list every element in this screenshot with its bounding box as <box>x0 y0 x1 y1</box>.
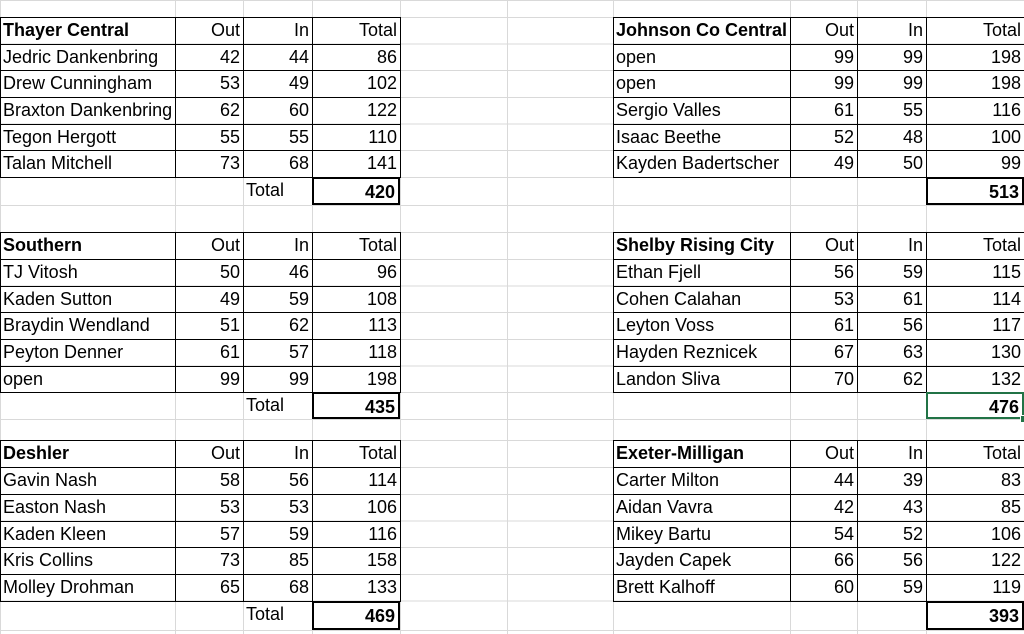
out-column-header[interactable]: Out <box>824 235 854 255</box>
player-name-cell[interactable]: Kris Collins <box>3 550 94 570</box>
player-total-score[interactable]: 86 <box>376 46 397 67</box>
player-in-score[interactable]: 53 <box>288 497 309 517</box>
in-column-header[interactable]: In <box>293 235 309 255</box>
team-total-label[interactable]: Total <box>246 180 285 200</box>
player-name-cell[interactable]: Tegon Hergott <box>3 126 117 147</box>
table-column-border <box>312 17 313 178</box>
table-row-border <box>613 339 1024 340</box>
player-in-score[interactable]: 56 <box>902 315 923 335</box>
team-total-value[interactable]: 513 <box>926 177 1024 205</box>
player-in-score[interactable]: 59 <box>902 577 923 597</box>
player-total-score[interactable]: 118 <box>368 342 397 362</box>
player-in-score[interactable]: 85 <box>288 550 309 570</box>
table-row-border <box>613 232 1024 233</box>
table-column-border <box>243 17 244 178</box>
total-column-header[interactable]: Total <box>358 235 397 255</box>
player-total-score[interactable]: 83 <box>1000 470 1021 490</box>
team-name-header[interactable]: Thayer Central <box>3 20 130 40</box>
in-column-header[interactable]: In <box>293 443 309 463</box>
table-row-border <box>0 97 401 98</box>
player-in-score[interactable]: 55 <box>902 100 923 120</box>
player-total-score[interactable]: 114 <box>992 288 1021 309</box>
player-in-score[interactable]: 62 <box>288 315 309 335</box>
player-out-score[interactable]: 99 <box>833 73 854 93</box>
table-column-border <box>312 232 313 393</box>
player-total-score[interactable]: 117 <box>992 315 1021 335</box>
player-name-cell[interactable]: Kaden Sutton <box>3 288 113 309</box>
player-total-score[interactable]: 119 <box>992 577 1021 597</box>
player-out-score[interactable]: 65 <box>219 577 240 597</box>
player-in-score[interactable]: 99 <box>902 73 923 93</box>
player-total-score[interactable]: 106 <box>366 497 397 517</box>
player-name-cell[interactable]: Brett Kalhoff <box>616 577 715 597</box>
player-name-cell[interactable]: Jayden Capek <box>616 550 732 570</box>
player-out-score[interactable]: 66 <box>833 550 854 570</box>
player-total-score[interactable]: 133 <box>366 577 397 597</box>
table-column-border <box>926 17 927 178</box>
player-out-score[interactable]: 73 <box>219 550 240 570</box>
player-in-score[interactable]: 57 <box>288 342 309 362</box>
table-row-border <box>613 312 1024 313</box>
table-column-border <box>790 232 791 393</box>
player-in-score[interactable]: 59 <box>902 262 923 282</box>
player-total-score[interactable]: 132 <box>990 368 1021 389</box>
player-out-score[interactable]: 49 <box>219 288 240 309</box>
player-name-cell[interactable]: Hayden Reznicek <box>616 342 758 362</box>
player-name-cell[interactable]: TJ Vitosh <box>3 262 78 282</box>
team-name-header[interactable]: Southern <box>3 235 82 255</box>
player-in-score[interactable]: 99 <box>288 368 309 389</box>
team-total-label[interactable]: Total <box>246 395 285 415</box>
player-out-score[interactable]: 44 <box>833 470 854 490</box>
fill-handle[interactable] <box>1020 415 1024 423</box>
player-name-cell[interactable]: Drew Cunningham <box>3 73 153 93</box>
player-in-score[interactable]: 68 <box>288 153 309 173</box>
table-row-border <box>613 440 1024 441</box>
out-column-header[interactable]: Out <box>210 235 240 255</box>
player-total-score[interactable]: 116 <box>992 100 1021 120</box>
table-column-border <box>613 440 614 602</box>
team-total-value[interactable]: 435 <box>312 392 400 419</box>
player-total-score[interactable]: 85 <box>1000 497 1021 517</box>
player-out-score[interactable]: 53 <box>219 73 240 93</box>
team-name-header[interactable]: Deshler <box>3 443 70 463</box>
player-name-cell[interactable]: Sergio Valles <box>616 100 721 120</box>
table-row-border <box>613 467 1024 468</box>
table-row-border <box>613 366 1024 367</box>
table-row-border <box>0 259 401 260</box>
player-total-score[interactable]: 116 <box>368 523 397 544</box>
player-in-score[interactable]: 56 <box>902 550 923 570</box>
in-column-header[interactable]: In <box>907 443 923 463</box>
player-out-score[interactable]: 50 <box>219 262 240 282</box>
player-in-score[interactable]: 56 <box>288 470 309 490</box>
table-row-border <box>613 70 1024 71</box>
table-row-border <box>613 286 1024 287</box>
player-in-score[interactable]: 49 <box>288 73 309 93</box>
table-column-border <box>400 232 401 393</box>
team-name-header[interactable]: Johnson Co Central <box>616 20 788 40</box>
player-out-score[interactable]: 99 <box>833 46 854 67</box>
player-out-score[interactable]: 99 <box>219 368 240 389</box>
player-total-score[interactable]: 114 <box>368 470 397 490</box>
player-out-score[interactable]: 70 <box>833 368 854 389</box>
table-column-border <box>400 17 401 178</box>
table-row-border <box>613 44 1024 45</box>
player-total-score[interactable]: 130 <box>990 342 1021 362</box>
table-row-border <box>613 574 1024 575</box>
table-row-border <box>613 97 1024 98</box>
table-row-border <box>0 339 401 340</box>
table-column-border <box>0 17 1 178</box>
player-name-cell[interactable]: Mikey Bartu <box>616 523 712 544</box>
team-total-value[interactable]: 476 <box>926 392 1024 419</box>
table-row-border <box>613 17 1024 18</box>
player-total-score[interactable]: 106 <box>990 523 1021 544</box>
player-name-cell[interactable]: Cohen Calahan <box>616 288 742 309</box>
player-in-score[interactable]: 61 <box>902 288 923 309</box>
team-name-header[interactable]: Shelby Rising City <box>616 235 775 255</box>
in-column-header[interactable]: In <box>907 20 923 40</box>
player-out-score[interactable]: 52 <box>833 126 854 147</box>
player-in-score[interactable]: 59 <box>288 288 309 309</box>
table-column-border <box>613 17 614 178</box>
total-column-header[interactable]: Total <box>982 443 1021 463</box>
team-total-value[interactable]: 420 <box>312 177 400 205</box>
player-in-score[interactable]: 48 <box>902 126 923 147</box>
player-name-cell[interactable]: Leyton Voss <box>616 315 715 335</box>
player-name-cell[interactable]: open <box>616 73 657 93</box>
team-name-header[interactable]: Exeter-Milligan <box>616 443 745 463</box>
table-row-border <box>0 574 401 575</box>
player-out-score[interactable]: 56 <box>833 262 854 282</box>
player-total-score[interactable]: 141 <box>366 153 397 173</box>
in-column-header[interactable]: In <box>907 235 923 255</box>
player-in-score[interactable]: 43 <box>902 497 923 517</box>
total-column-header[interactable]: Total <box>358 443 397 463</box>
player-name-cell[interactable]: Gavin Nash <box>3 470 98 490</box>
player-name-cell[interactable]: Kayden Badertscher <box>616 153 780 173</box>
player-name-cell[interactable]: Jedric Dankenbring <box>3 46 159 67</box>
player-out-score[interactable]: 57 <box>219 523 240 544</box>
table-row-border <box>0 124 401 125</box>
player-name-cell[interactable]: Isaac Beethe <box>616 126 722 147</box>
player-out-score[interactable]: 54 <box>833 523 854 544</box>
player-name-cell[interactable]: Peyton Denner <box>3 342 124 362</box>
player-out-score[interactable]: 73 <box>219 153 240 173</box>
player-in-score[interactable]: 63 <box>902 342 923 362</box>
table-column-border <box>857 440 858 602</box>
player-out-score[interactable]: 51 <box>219 315 240 335</box>
table-column-border <box>857 17 858 178</box>
table-row-border <box>0 366 401 367</box>
player-total-score[interactable]: 113 <box>368 315 397 335</box>
table-row-border <box>0 440 401 441</box>
player-name-cell[interactable]: Ethan Fjell <box>616 262 702 282</box>
player-in-score[interactable]: 68 <box>288 577 309 597</box>
out-column-header[interactable]: Out <box>210 20 240 40</box>
team-total-value[interactable]: 393 <box>926 601 1024 631</box>
player-name-cell[interactable]: Kaden Kleen <box>3 523 107 544</box>
table-row-border <box>613 124 1024 125</box>
table-column-border <box>926 232 927 393</box>
out-column-header[interactable]: Out <box>210 443 240 463</box>
table-column-border <box>790 17 791 178</box>
player-in-score[interactable]: 60 <box>288 100 309 120</box>
player-in-score[interactable]: 39 <box>902 470 923 490</box>
player-out-score[interactable]: 42 <box>219 46 240 67</box>
player-in-score[interactable]: 46 <box>288 262 309 282</box>
table-column-border <box>175 440 176 602</box>
player-total-score[interactable]: 108 <box>366 288 397 309</box>
player-name-cell[interactable]: Landon Sliva <box>616 368 721 389</box>
player-out-score[interactable]: 55 <box>219 126 240 147</box>
player-out-score[interactable]: 62 <box>219 100 240 120</box>
total-column-header[interactable]: Total <box>982 20 1021 40</box>
table-row-border <box>613 494 1024 495</box>
player-name-cell[interactable]: Carter Milton <box>616 470 720 490</box>
table-column-border <box>790 440 791 602</box>
player-name-cell[interactable]: Molley Drohman <box>3 577 135 597</box>
table-row-border <box>0 521 401 522</box>
player-total-score[interactable]: 198 <box>990 46 1021 67</box>
player-total-score[interactable]: 122 <box>990 550 1021 570</box>
table-row-border <box>0 70 401 71</box>
player-total-score[interactable]: 198 <box>366 368 397 389</box>
player-name-cell[interactable]: Talan Mitchell <box>3 153 113 173</box>
player-name-cell[interactable]: Braydin Wendland <box>3 315 150 335</box>
player-name-cell[interactable]: Aidan Vavra <box>616 497 713 517</box>
player-out-score[interactable]: 61 <box>219 342 240 362</box>
player-total-score[interactable]: 115 <box>992 262 1021 282</box>
player-name-cell[interactable]: open <box>3 368 44 389</box>
player-out-score[interactable]: 49 <box>833 153 854 173</box>
table-column-border <box>312 440 313 602</box>
table-column-border <box>175 17 176 178</box>
out-column-header[interactable]: Out <box>824 20 854 40</box>
player-out-score[interactable]: 60 <box>833 577 854 597</box>
table-column-border <box>243 232 244 393</box>
team-total-value[interactable]: 469 <box>312 601 400 631</box>
table-row-border <box>613 259 1024 260</box>
player-name-cell[interactable]: Braxton Dankenbring <box>3 100 173 120</box>
player-total-score[interactable]: 122 <box>366 100 397 120</box>
table-row-border <box>0 547 401 548</box>
player-total-score[interactable]: 99 <box>1000 153 1021 173</box>
player-total-score[interactable]: 102 <box>366 73 397 93</box>
table-column-border <box>926 440 927 602</box>
player-out-score[interactable]: 53 <box>219 497 240 517</box>
player-out-score[interactable]: 58 <box>219 470 240 490</box>
table-row-border <box>0 494 401 495</box>
table-column-border <box>0 440 1 602</box>
player-in-score[interactable]: 99 <box>902 46 923 67</box>
player-name-cell[interactable]: Easton Nash <box>3 497 107 517</box>
player-total-score[interactable]: 110 <box>368 126 397 147</box>
in-column-header[interactable]: In <box>293 20 309 40</box>
total-column-header[interactable]: Total <box>358 20 397 40</box>
table-row-border <box>0 286 401 287</box>
table-row-border <box>0 17 401 18</box>
table-column-border <box>613 232 614 393</box>
table-row-border <box>0 232 401 233</box>
table-column-border <box>0 232 1 393</box>
table-row-border <box>0 312 401 313</box>
player-in-score[interactable]: 55 <box>288 126 309 147</box>
out-column-header[interactable]: Out <box>824 443 854 463</box>
player-out-score[interactable]: 42 <box>833 497 854 517</box>
player-in-score[interactable]: 44 <box>288 46 309 67</box>
table-row-border <box>613 521 1024 522</box>
table-column-border <box>857 232 858 393</box>
player-out-score[interactable]: 61 <box>833 315 854 335</box>
table-row-border <box>0 44 401 45</box>
table-column-border <box>175 232 176 393</box>
player-total-score[interactable]: 96 <box>376 262 397 282</box>
player-in-score[interactable]: 59 <box>288 523 309 544</box>
player-in-score[interactable]: 62 <box>902 368 923 389</box>
team-total-label[interactable]: Total <box>246 603 285 624</box>
table-row-border <box>0 150 401 151</box>
player-out-score[interactable]: 61 <box>833 100 854 120</box>
table-column-border <box>400 440 401 602</box>
player-in-score[interactable]: 52 <box>902 523 923 544</box>
player-total-score[interactable]: 198 <box>990 73 1021 93</box>
total-column-header[interactable]: Total <box>982 235 1021 255</box>
player-in-score[interactable]: 50 <box>902 153 923 173</box>
player-out-score[interactable]: 53 <box>833 288 854 309</box>
player-total-score[interactable]: 100 <box>990 126 1021 147</box>
player-out-score[interactable]: 67 <box>833 342 854 362</box>
table-row-border <box>0 467 401 468</box>
player-total-score[interactable]: 158 <box>366 550 397 570</box>
table-row-border <box>613 547 1024 548</box>
player-name-cell[interactable]: open <box>616 46 657 67</box>
table-row-border <box>613 150 1024 151</box>
table-column-border <box>243 440 244 602</box>
